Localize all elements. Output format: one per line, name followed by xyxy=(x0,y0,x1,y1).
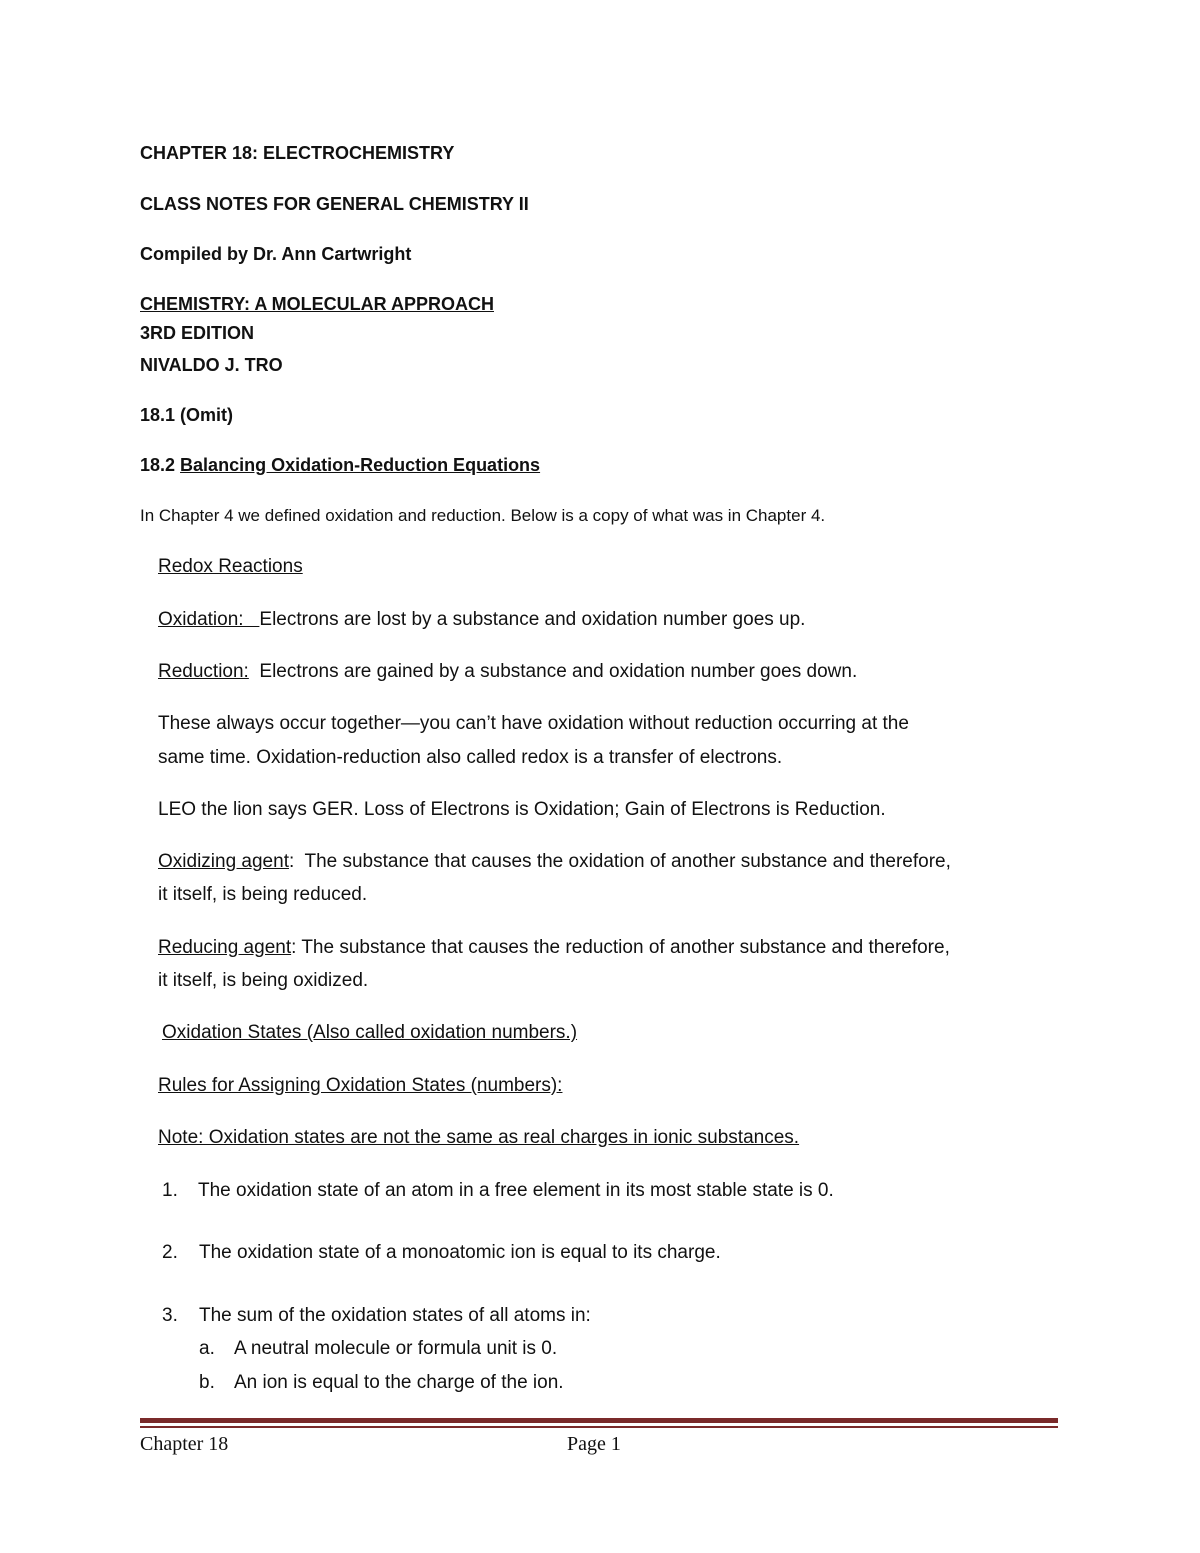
oxidizing-agent-label: Oxidizing agent xyxy=(158,851,289,872)
rule-3-text: The sum of the oxidation states of all atoms in: xyxy=(199,1305,591,1326)
rule-3-number: 3. xyxy=(162,1305,178,1326)
class-notes-title: CLASS NOTES FOR GENERAL CHEMISTRY II xyxy=(140,194,529,214)
footer-page-number: Page 1 xyxy=(567,1433,621,1455)
note-line: Note: Oxidation states are not the same as real charges in ionic substances. xyxy=(158,1127,800,1148)
subrule-a-text: A neutral molecule or formula unit is 0. xyxy=(234,1338,558,1359)
oxidation-definition xyxy=(158,609,805,631)
oxidizing-agent-line-2: it itself, is being reduced. xyxy=(158,884,368,905)
reducing-agent-definition xyxy=(158,937,950,959)
together-line-2: same time. Oxidation-reduction also called redox is a transfer of electrons. xyxy=(158,747,783,768)
reduction-definition xyxy=(158,661,857,683)
rule-1-number: 1. xyxy=(162,1180,178,1201)
intro-paragraph: In Chapter 4 we defined oxidation and reduction. Below is a copy of what was in Chapter 4. xyxy=(140,506,826,525)
section-18-2-number: 18.2 xyxy=(140,455,181,475)
rules-heading: Rules for Assigning Oxidation States (numbers): xyxy=(158,1075,563,1096)
rule-1-text: The oxidation state of an atom in a free element in its most stable state is 0. xyxy=(198,1180,834,1201)
edition: 3RD EDITION xyxy=(140,323,255,343)
chapter-title: CHAPTER 18: ELECTROCHEMISTRY xyxy=(140,143,455,163)
section-18-2-title: Balancing Oxidation-Reduction Equations xyxy=(180,455,541,475)
oxidizing-agent-text: : The substance that causes the oxidation of another substance and therefore, xyxy=(288,851,951,872)
reduction-label: Reduction: xyxy=(158,661,249,682)
subrule-b-letter: b. xyxy=(199,1372,215,1393)
rule-2-text: The oxidation state of a monoatomic ion is equal to its charge. xyxy=(199,1242,721,1263)
leo-ger-mnemonic: LEO the lion says GER. Loss of Electrons is Oxidation; Gain of Electrons is Reduction. xyxy=(158,799,886,820)
subrule-a-letter: a. xyxy=(199,1338,215,1359)
footer-rule-thick xyxy=(140,1418,1058,1423)
section-18-2 xyxy=(140,455,540,476)
reduction-text: Electrons are gained by a substance and oxidation number goes down. xyxy=(248,661,858,682)
section-18-1: 18.1 (Omit) xyxy=(140,405,234,425)
oxidizing-agent-definition xyxy=(158,851,951,873)
redox-heading: Redox Reactions xyxy=(158,556,303,577)
subrule-b-text: An ion is equal to the charge of the ion. xyxy=(234,1372,564,1393)
rule-2-number: 2. xyxy=(162,1242,178,1263)
oxidation-label: Oxidation: xyxy=(158,609,260,630)
compiled-by: Compiled by Dr. Ann Cartwright xyxy=(140,244,412,264)
reducing-agent-text: : The substance that causes the reduction of another substance and therefore, xyxy=(291,937,950,958)
footer-rule-thin xyxy=(140,1426,1058,1428)
reducing-agent-line-2: it itself, is being oxidized. xyxy=(158,970,369,991)
together-line-1: These always occur together—you can’t have oxidation without reduction occurring at the xyxy=(158,713,909,734)
reducing-agent-label: Reducing agent xyxy=(158,937,292,958)
footer-chapter: Chapter 18 xyxy=(140,1433,229,1455)
author: NIVALDO J. TRO xyxy=(140,355,283,375)
oxidation-states-heading: Oxidation States (Also called oxidation numbers.) xyxy=(162,1022,578,1043)
textbook-title: CHEMISTRY: A MOLECULAR APPROACH xyxy=(140,294,494,314)
oxidation-text: Electrons are lost by a substance and oxidation number goes up. xyxy=(259,609,806,630)
